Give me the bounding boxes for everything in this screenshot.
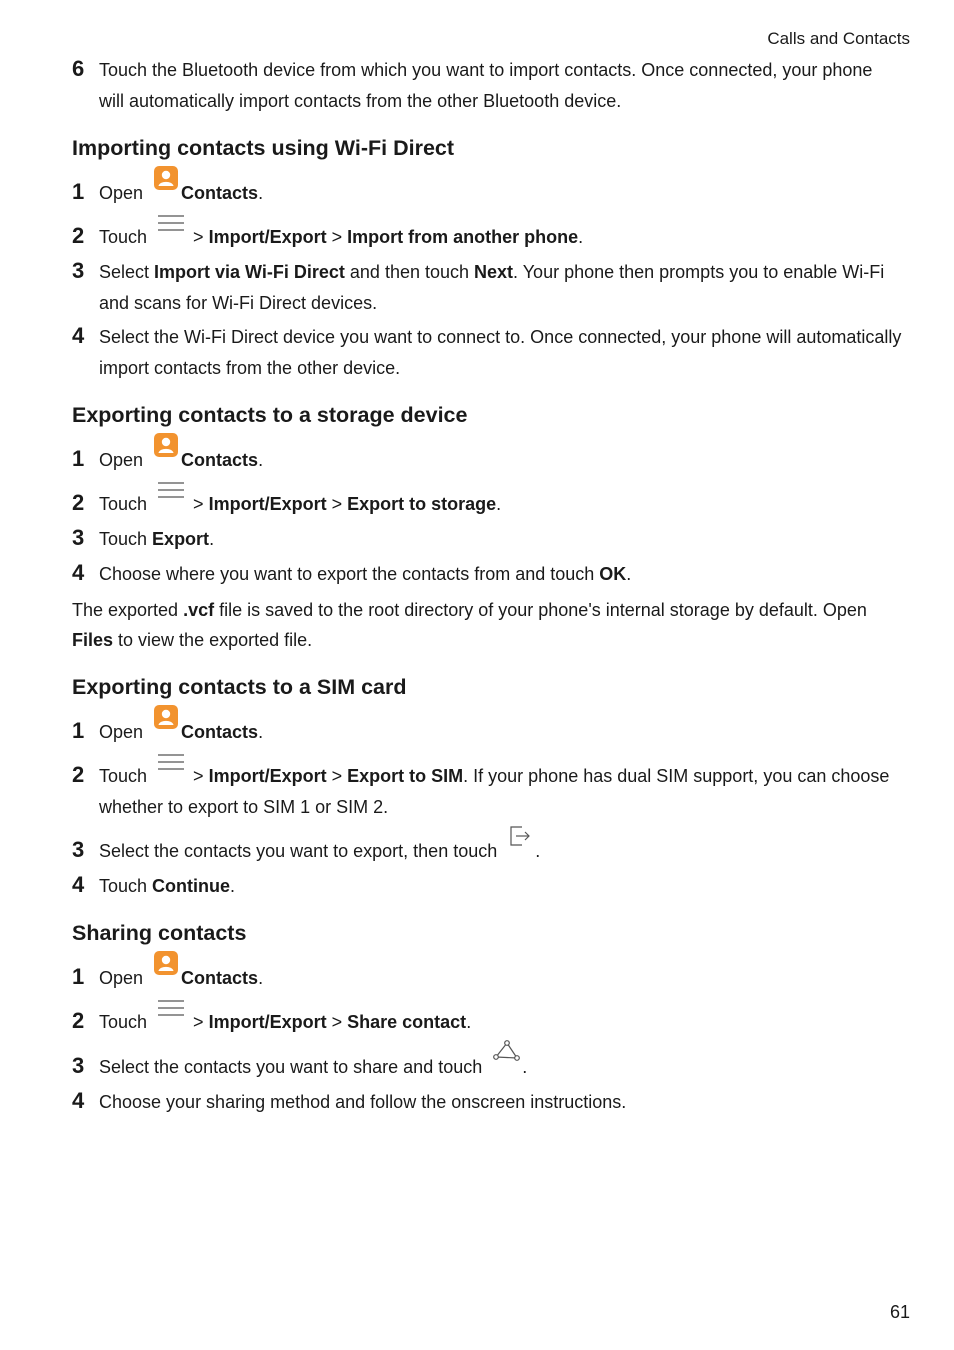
step-number: 3 (72, 525, 85, 550)
punctuation: . (258, 722, 264, 742)
sharing-step-3 (72, 1052, 902, 1083)
menu-icon (157, 1010, 185, 1028)
step-number: 6 (72, 56, 85, 81)
step-number: 2 (72, 1008, 85, 1033)
next-label: Next (474, 262, 514, 282)
punctuation: . (258, 450, 264, 470)
step-number: 4 (72, 560, 85, 585)
note-text: to view the exported file. (113, 630, 313, 650)
step-text: Choose where you want to export the contacts from and touch (99, 564, 600, 584)
touch-label: Touch (99, 1012, 148, 1032)
punctuation: . (230, 876, 236, 896)
share-icon (492, 1055, 520, 1073)
storage-step-2 (72, 489, 902, 520)
punctuation: . (209, 529, 215, 549)
export-icon (509, 839, 531, 857)
separator: > (193, 766, 204, 786)
contacts-label: Contacts (181, 968, 259, 988)
note-text: The exported (72, 600, 184, 620)
open-label: Open (99, 968, 144, 988)
wifi-step-3 (72, 257, 902, 318)
sharing-step-2 (72, 1007, 902, 1038)
contacts-app-icon (153, 720, 179, 738)
share-contact-label: Share contact (347, 1012, 467, 1032)
punctuation: . (466, 1012, 472, 1032)
punctuation: . (578, 227, 584, 247)
wifi-step-1 (72, 178, 902, 209)
step-number: 3 (72, 837, 85, 862)
step-number: 2 (72, 490, 85, 515)
storage-step-4 (72, 559, 902, 590)
separator: > (193, 1012, 204, 1032)
sim-step-1 (72, 717, 902, 748)
step-number: 4 (72, 872, 85, 897)
sim-step-2 (72, 761, 902, 822)
export-to-storage-label: Export to storage (347, 494, 497, 514)
separator: > (193, 494, 204, 514)
contacts-app-icon (153, 181, 179, 199)
open-label: Open (99, 183, 144, 203)
separator: > (193, 227, 204, 247)
ok-label: OK (599, 564, 627, 584)
contacts-label: Contacts (181, 450, 259, 470)
export-to-sim-label: Export to SIM (347, 766, 464, 786)
contacts-app-icon (153, 966, 179, 984)
vcf-label: .vcf (183, 600, 215, 620)
page-number: 61 (889, 1302, 910, 1322)
punctuation: . (258, 968, 264, 988)
import-export-label: Import/Export (208, 766, 327, 786)
touch-label: Touch (99, 227, 148, 247)
storage-note (72, 595, 902, 655)
files-label: Files (72, 630, 114, 650)
section-title-storage: Exporting contacts to a storage device (72, 403, 468, 427)
separator: > (331, 227, 343, 247)
sharing-step-4 (72, 1087, 902, 1118)
step-text: Select the contacts you want to share and touch (99, 1057, 483, 1077)
storage-step-1 (72, 445, 902, 476)
step-text: Select the contacts you want to export, then touch (99, 841, 498, 861)
step-text: . If your phone has dual SIM support, you can choose whether to export to SIM 1 or SIM 2. (99, 766, 890, 817)
step-number: 2 (72, 223, 85, 248)
sim-step-4 (72, 871, 902, 902)
open-label: Open (99, 722, 144, 742)
import-export-label: Import/Export (208, 1012, 327, 1032)
step-number: 2 (72, 762, 85, 787)
touch-label: Touch (99, 494, 148, 514)
open-label: Open (99, 450, 144, 470)
contacts-label: Contacts (181, 183, 259, 203)
storage-step-3 (72, 524, 902, 555)
import-export-label: Import/Export (208, 227, 327, 247)
separator: > (331, 494, 343, 514)
step-number: 3 (72, 258, 85, 283)
step-text: Select the Wi-Fi Direct device you want to connect to. Once connected, your phone will automatically import contacts from the other device. (99, 327, 902, 378)
step-text: Choose your sharing method and follow the onscreen instructions. (99, 1092, 627, 1112)
wifi-step-2 (72, 222, 902, 253)
sharing-step-1 (72, 963, 902, 994)
export-label: Export (152, 529, 210, 549)
bluetooth-step-6 (72, 55, 902, 116)
running-header: Calls and Contacts (767, 29, 910, 48)
separator: > (331, 766, 343, 786)
step-number: 1 (72, 446, 85, 471)
section-title-sim: Exporting contacts to a SIM card (72, 675, 407, 699)
import-export-label: Import/Export (208, 494, 327, 514)
punctuation: . (626, 564, 632, 584)
import-from-phone-label: Import from another phone (347, 227, 579, 247)
step-number: 4 (72, 1088, 85, 1113)
menu-icon (157, 764, 185, 782)
contacts-label: Contacts (181, 722, 259, 742)
menu-icon (157, 225, 185, 243)
step-text: and then touch (344, 262, 475, 282)
separator: > (331, 1012, 343, 1032)
sim-step-3 (72, 836, 902, 867)
continue-label: Continue (152, 876, 231, 896)
note-text: file is saved to the root directory of your phone's internal storage by default. Open (214, 600, 867, 620)
import-via-wifi-label: Import via Wi-Fi Direct (154, 262, 345, 282)
step-number: 3 (72, 1053, 85, 1078)
punctuation: . (535, 841, 541, 861)
step-text: . Your phone then prompts you to enable Wi-Fi and scans for Wi-Fi Direct devices. (99, 262, 885, 313)
wifi-step-4 (72, 322, 902, 383)
step-number: 1 (72, 718, 85, 743)
step-text: Touch (99, 529, 153, 549)
section-title-sharing: Sharing contacts (72, 921, 247, 945)
punctuation: . (522, 1057, 528, 1077)
step-number: 4 (72, 323, 85, 348)
step-number: 1 (72, 179, 85, 204)
step-text: Touch (99, 876, 153, 896)
punctuation: . (496, 494, 502, 514)
menu-icon (157, 492, 185, 510)
step-text: Select (99, 262, 155, 282)
step-text: Touch the Bluetooth device from which you want to import contacts. Once connected, your phone will automatically import contacts from the other Bluetooth device. (99, 60, 873, 111)
punctuation: . (258, 183, 264, 203)
step-number: 1 (72, 964, 85, 989)
contacts-app-icon (153, 448, 179, 466)
section-title-wifi-direct: Importing contacts using Wi-Fi Direct (72, 136, 455, 160)
touch-label: Touch (99, 766, 148, 786)
